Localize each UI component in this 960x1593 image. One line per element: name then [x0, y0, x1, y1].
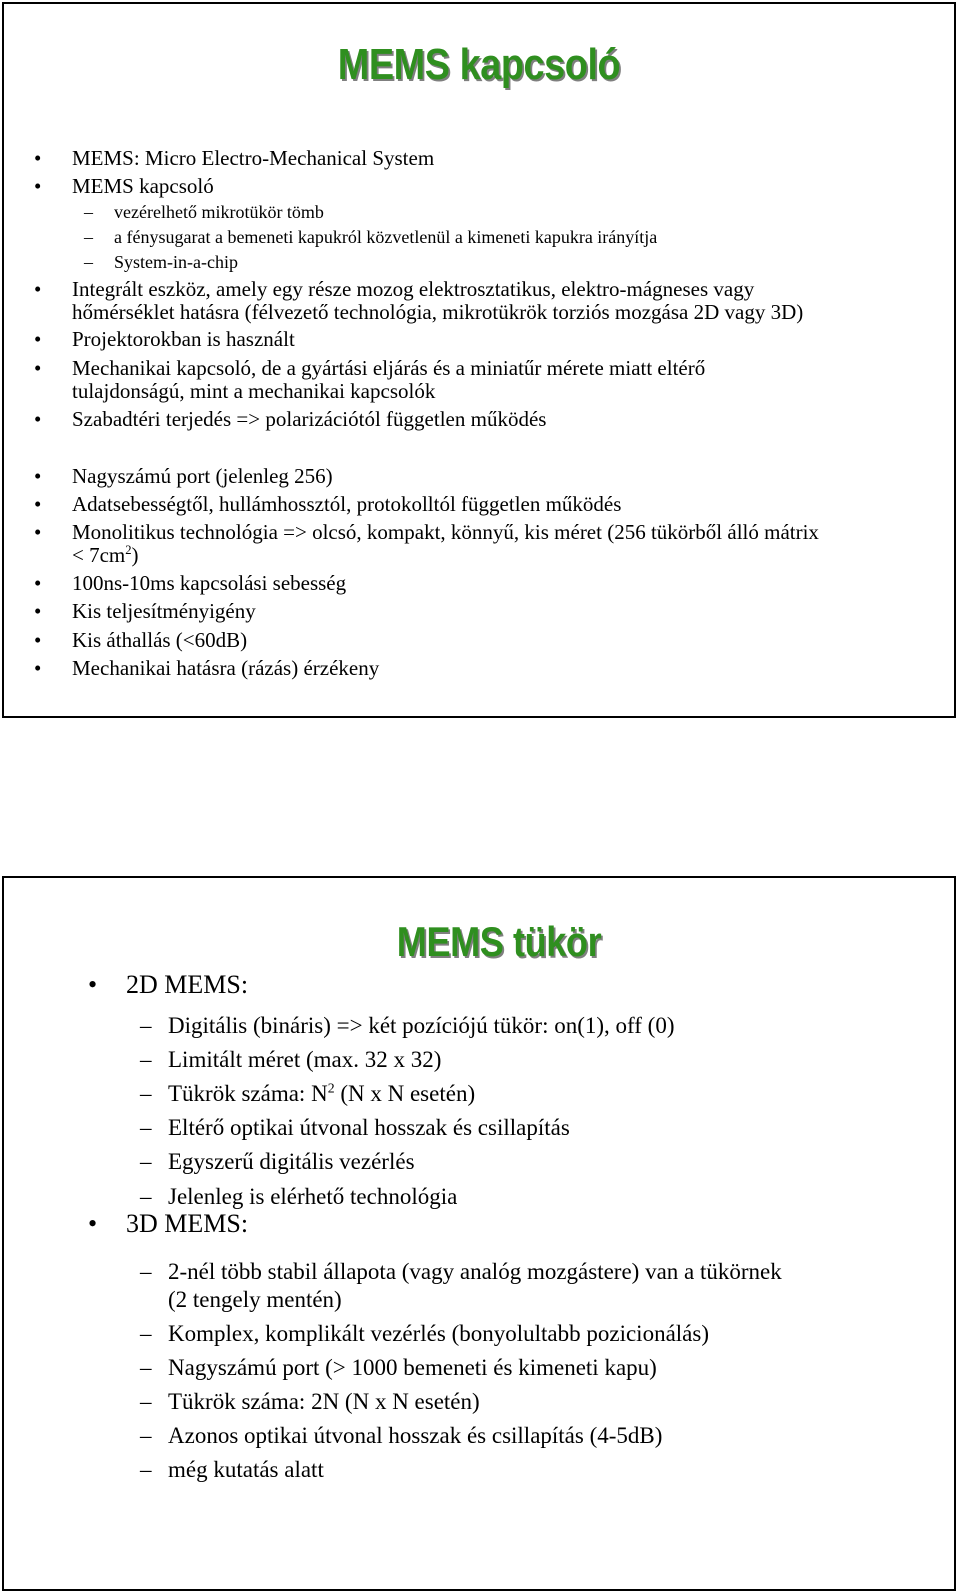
text-run: Nagyszámú port (> 1000 bemeneti és kimeneti kapu): [168, 1355, 657, 1380]
list-item-text: [72, 279, 754, 300]
text-run: a fénysugarat a bemeneti kapukról közvetlenül a kimeneti kapukra irányítja: [114, 227, 658, 247]
list-item-text: [168, 1082, 475, 1105]
bullet-marker: •: [34, 628, 42, 652]
text-run: 3D MEMS:: [126, 1209, 249, 1238]
text-run: System-in-a-chip: [114, 252, 238, 272]
text-run: Digitális (bináris) => két pozíciójú tükör: on(1), off (0): [168, 1013, 675, 1038]
text-run: (N x N esetén): [334, 1081, 476, 1106]
text-run: ): [131, 543, 139, 567]
text-run: < 7cm: [72, 543, 126, 567]
dash-marker: –: [140, 1259, 152, 1284]
text-run: tulajdonságú, mint a mechanikai kapcsolók: [72, 379, 436, 403]
slide-title: MEMS kapcsoló: [337, 40, 621, 89]
list-item-text: [72, 601, 256, 622]
dash-marker: –: [140, 1457, 152, 1482]
dash-marker: –: [140, 1355, 152, 1380]
text-run: MEMS: Micro Electro-Mechanical System: [72, 146, 435, 170]
dash-marker: –: [140, 1081, 152, 1106]
list-item-text: [72, 148, 434, 169]
slide-mems-kapcsolo: [2, 2, 956, 718]
text-run: 100ns-10ms kapcsolási sebesség: [72, 571, 347, 595]
text-run: Tükrök száma: N: [168, 1081, 328, 1106]
dash-marker: –: [140, 1184, 152, 1209]
slide-title: MEMS tükör: [396, 918, 602, 965]
list-item-text: [72, 329, 295, 350]
list-item-text: [72, 176, 214, 197]
dash-marker: –: [84, 202, 93, 222]
bullet-marker: •: [34, 520, 42, 544]
text-run: Jelenleg is elérhető technológia: [168, 1184, 458, 1209]
superscript: 2: [125, 543, 132, 557]
dash-marker: –: [140, 1321, 152, 1346]
list-item-text: [168, 1260, 782, 1283]
dash-marker: –: [140, 1013, 152, 1038]
text-run: Mechanikai hatásra (rázás) érzékeny: [72, 656, 380, 680]
list-item-text: [72, 358, 705, 379]
list-item-text: [72, 522, 819, 543]
dash-marker: –: [140, 1047, 152, 1072]
list-item-text: [72, 466, 333, 487]
dash-marker: –: [140, 1423, 152, 1448]
list-item-text: [72, 658, 379, 679]
bullet-marker: •: [34, 571, 42, 595]
list-item-text: [168, 1116, 570, 1139]
bullet-marker: •: [88, 1209, 98, 1238]
dash-marker: –: [84, 252, 93, 272]
text-run: vezérelhető mikrotükör tömb: [114, 202, 324, 222]
bullet-marker: •: [34, 356, 42, 380]
bullet-marker: •: [34, 464, 42, 488]
text-run: Egyszerű digitális vezérlés: [168, 1149, 415, 1174]
bullet-marker: •: [34, 407, 42, 431]
list-item-text: [72, 409, 546, 430]
list-item-text: [72, 381, 435, 402]
list-item-text: [168, 1390, 480, 1413]
text-run: Mechanikai kapcsoló, de a gyártási eljárás és a miniatűr mérete miatt eltérő: [72, 356, 706, 380]
text-run: Integrált eszköz, amely egy része mozog elektrosztatikus, elektro-mágneses vagy: [72, 277, 755, 301]
bullet-marker: •: [34, 174, 42, 198]
bullet-marker: •: [34, 492, 42, 516]
list-item-text: [114, 228, 657, 246]
list-item-text: [72, 494, 621, 515]
text-run: Projektorokban is használt: [72, 327, 295, 351]
text-run: Kis áthallás (<60dB): [72, 628, 248, 652]
list-item-text: [168, 1424, 662, 1447]
text-run: Limitált méret (max. 32 x 32): [168, 1047, 442, 1072]
text-run: 2D MEMS:: [126, 970, 249, 999]
list-item-text: [168, 1356, 657, 1379]
text-run: Komplex, komplikált vezérlés (bonyolultabb pozicionálás): [168, 1321, 709, 1346]
dash-marker: –: [140, 1389, 152, 1414]
text-run: (2 tengely mentén): [168, 1287, 342, 1312]
list-item-text: [168, 1458, 324, 1481]
list-item-text: [126, 1211, 248, 1237]
bullet-marker: •: [34, 656, 42, 680]
text-run: MEMS kapcsoló: [72, 174, 214, 198]
list-item-text: [114, 253, 238, 271]
list-item-text: [168, 1185, 457, 1208]
list-item-text: [72, 545, 139, 566]
list-item-text: [114, 203, 324, 221]
list-item-text: [168, 1288, 342, 1311]
bullet-marker: •: [34, 599, 42, 623]
slide-mems-tukor: [2, 876, 956, 1591]
dash-marker: –: [140, 1115, 152, 1140]
text-run: Azonos optikai útvonal hosszak és csillapítás (4-5dB): [168, 1423, 663, 1448]
list-item-text: [168, 1150, 415, 1173]
list-item-text: [72, 573, 346, 594]
bullet-marker: •: [88, 970, 98, 999]
list-item-text: [168, 1322, 709, 1345]
dash-marker: –: [84, 227, 93, 247]
text-run: Kis teljesítményigény: [72, 599, 256, 623]
bullet-marker: •: [34, 327, 42, 351]
text-run: Tükrök száma: 2N (N x N esetén): [168, 1389, 480, 1414]
text-run: 2-nél több stabil állapota (vagy analóg mozgástere) van a tükörnek: [168, 1259, 782, 1284]
text-run: Nagyszámú port (jelenleg 256): [72, 464, 333, 488]
text-run: Adatsebességtől, hullámhossztól, protokolltól független működés: [72, 492, 622, 516]
list-item-text: [72, 630, 247, 651]
text-run: még kutatás alatt: [168, 1457, 324, 1482]
text-run: Monolitikus technológia => olcsó, kompakt, könnyű, kis méret (256 tükörből álló mátrix: [72, 520, 819, 544]
list-item-text: [168, 1014, 675, 1037]
dash-marker: –: [140, 1149, 152, 1174]
list-item-text: [72, 302, 803, 323]
text-run: hőmérséklet hatásra (félvezető technológia, mikrotükrök torziós mozgása 2D vagy 3D): [72, 300, 804, 324]
bullet-marker: •: [34, 277, 42, 301]
bullet-marker: •: [34, 146, 42, 170]
superscript: 2: [327, 1080, 335, 1096]
list-item-text: [168, 1048, 441, 1071]
list-item-text: [126, 972, 248, 998]
text-run: Eltérő optikai útvonal hosszak és csillapítás: [168, 1115, 570, 1140]
text-run: Szabadtéri terjedés => polarizációtól független működés: [72, 407, 547, 431]
